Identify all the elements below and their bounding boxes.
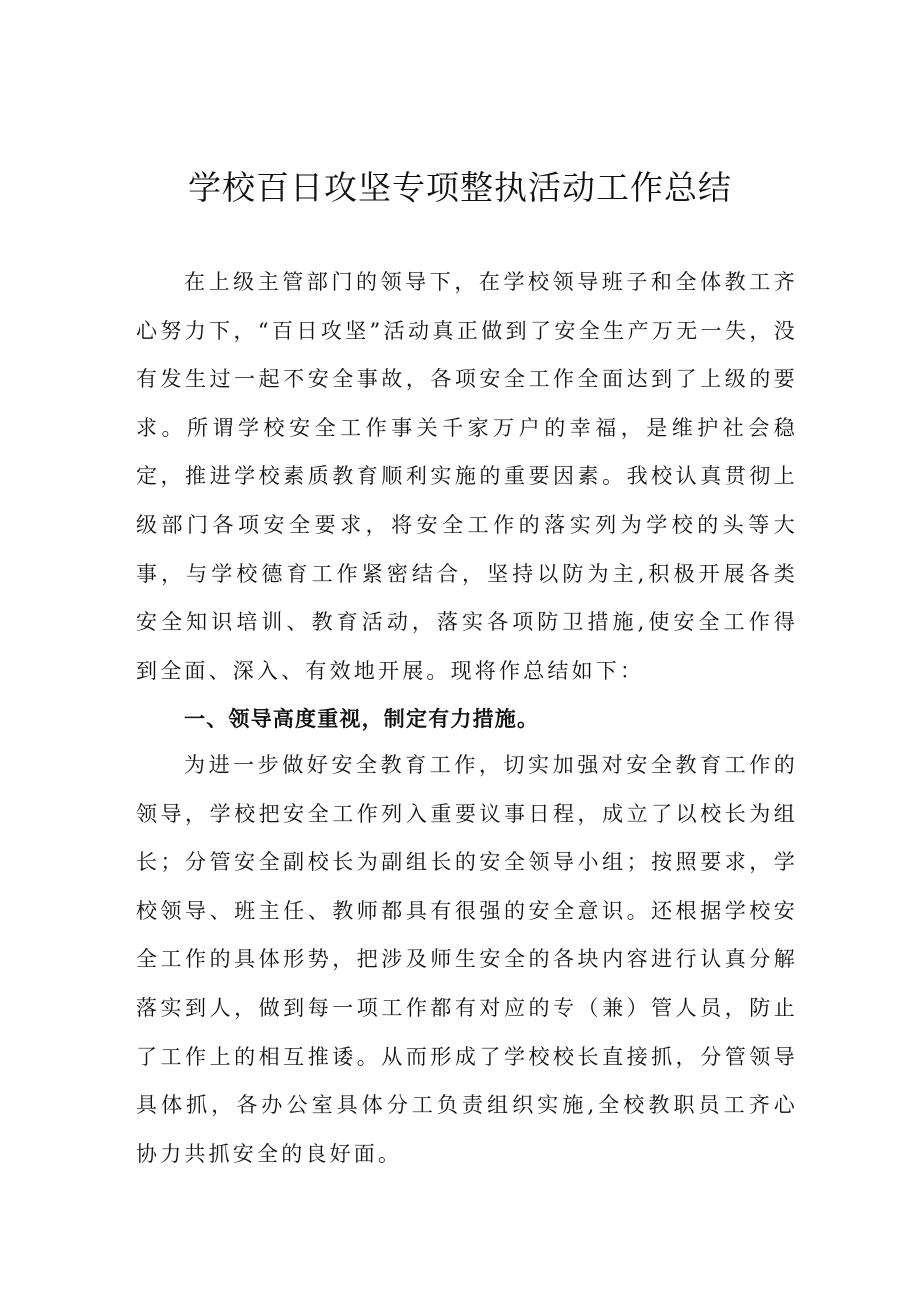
section-1-paragraph: 为进一步做好安全教育工作，切实加强对安全教育工作的领导，学校把安全工作列入重要议事日程，成立了以校长为组长；分管安全副校长为副组长的安全领导小组；按照要求，学校领导、班主任、教师都具有很强的安全意识。还根据学校安全工作的具体形势，把涉及师生安全的各块内容进行认真分解落实到人，做到每一项工作都有对应的专（兼）管人员，防止了工作上的相互推诿。从而形成了学校校长直接抓，分管领导具体抓，各办公室具体分工负责组织实施,全校教职员工齐心协力共抓安全的良好面。 bbox=[136, 753, 798, 1166]
section-heading-1: 一、领导高度重视，制定有力措施。 bbox=[184, 707, 540, 731]
document-title: 学校百日攻坚专项整执活动工作总结 bbox=[188, 168, 732, 207]
intro-paragraph: 在上级主管部门的领导下，在学校领导班子和全体教工齐心努力下，“百日攻坚”活动真正做到了安全生产万无一失，没有发生过一起不安全事故，各项安全工作全面达到了上级的要求。所谓学校安全工作事关千家万户的幸福，是维护社会稳定，推进学校素质教育顺利实施的重要因素。我校认真贯彻上级部门各项安全要求，将安全工作的落实列为学校的头等大事，与学校德育工作紧密结合，坚持以防为主,积极开展各类安全知识培训、教育活动，落实各项防卫措施,使安全工作得到全面、深入、有效地开展。现将作总结如下： bbox=[136, 270, 798, 683]
